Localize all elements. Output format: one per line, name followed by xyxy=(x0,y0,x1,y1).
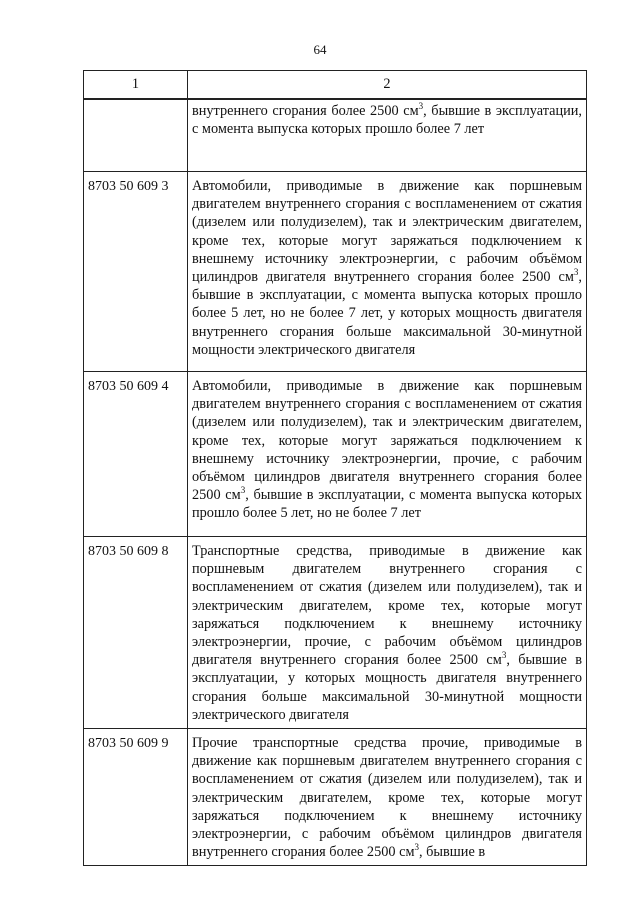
description-text: Автомобили, приводимые в движение как поршневым двигателем внутреннего сгорания с воспламенением от сжатия (дизелем или полудизелем), так и электрическим двигателем, кроме тех, которые могут заряжаться подключением к внешнему источнику электроэнергии, прочие, с рабочим объёмом цилиндров двигателя внутреннего сгорания более 2500 см xyxy=(192,378,582,504)
column-header-1: 1 xyxy=(84,71,188,100)
table-row xyxy=(84,99,587,172)
superscript: 3 xyxy=(501,650,507,661)
description-text: , бывшие в эксплуатации, с момента выпуска которых прошло более 7 лет xyxy=(192,103,582,138)
table-row xyxy=(84,537,587,729)
tariff-code: 8703 50 609 8 xyxy=(84,537,188,729)
superscript: 3 xyxy=(573,267,579,278)
column-header-2: 2 xyxy=(188,71,587,100)
description-text: Прочие транспортные средства прочие, приводимые в движение как поршневым двигателем внутреннего сгорания с воспламенением от сжатия (дизелем или полудизелем), так и электрическим двигателем, кроме тех, которые могут заряжаться подключением к внешнему источнику электроэнергии, с рабочим объёмом цилиндров двигателя внутреннего сгорания более 2500 см xyxy=(192,735,582,861)
item-description xyxy=(188,729,587,866)
table-row xyxy=(84,372,587,537)
item-description xyxy=(188,537,587,729)
page-number: 64 xyxy=(313,42,327,57)
table-header-row xyxy=(84,71,587,100)
superscript: 3 xyxy=(240,485,246,496)
tariff-code: 8703 50 609 9 xyxy=(84,729,188,866)
table-row xyxy=(84,172,587,372)
item-description xyxy=(188,172,587,372)
description-text: , бывшие в эксплуатации, у которых мощность двигателя внутреннего сгорания больше максимальной 30-минутной мощности электрического двигателя xyxy=(192,652,582,723)
item-description xyxy=(188,372,587,537)
item-description xyxy=(188,99,587,172)
description-text: внутреннего сгорания более 2500 см xyxy=(192,103,419,119)
description-text: , бывшие в эксплуатации, с момента выпуска которых прошло более 5 лет, но не более 7 лет xyxy=(192,487,582,522)
tariff-code: 8703 50 609 4 xyxy=(84,372,188,537)
superscript: 3 xyxy=(418,101,424,112)
description-text: , бывшие в эксплуатации, с момента выпуска которых прошло более 5 лет, но не более 7 лет, у которых мощность двигателя внутреннего сгорания больше максимальной 30-минутной мощности электрического двигателя xyxy=(192,269,582,358)
description-text: Транспортные средства, приводимые в движение как поршневым двигателем внутреннего сгорания с воспламенением от сжатия (дизелем или полудизелем), так и электрическим двигателем, кроме тех, которые могут заряжаться подключением к внешнему источнику электроэнергии, прочие, с рабочим объёмом цилиндров двигателя внутреннего сгорания более 2500 см xyxy=(192,543,582,669)
tariff-code: 8703 50 609 3 xyxy=(84,172,188,372)
description-text: , бывшие в xyxy=(419,844,486,861)
superscript: 3 xyxy=(414,842,419,853)
description-text: Автомобили, приводимые в движение как поршневым двигателем внутреннего сгорания с воспламенением от сжатия (дизелем или полудизелем), так и электрическим двигателем, кроме тех, которые могут заряжаться подключением к внешнему источнику электроэнергии, с рабочим объёмом цилиндров двигателя внутреннего сгорания более 2500 см xyxy=(192,178,582,286)
tariff-code-table xyxy=(83,70,587,866)
tariff-code xyxy=(84,99,188,172)
table-row xyxy=(84,729,587,866)
